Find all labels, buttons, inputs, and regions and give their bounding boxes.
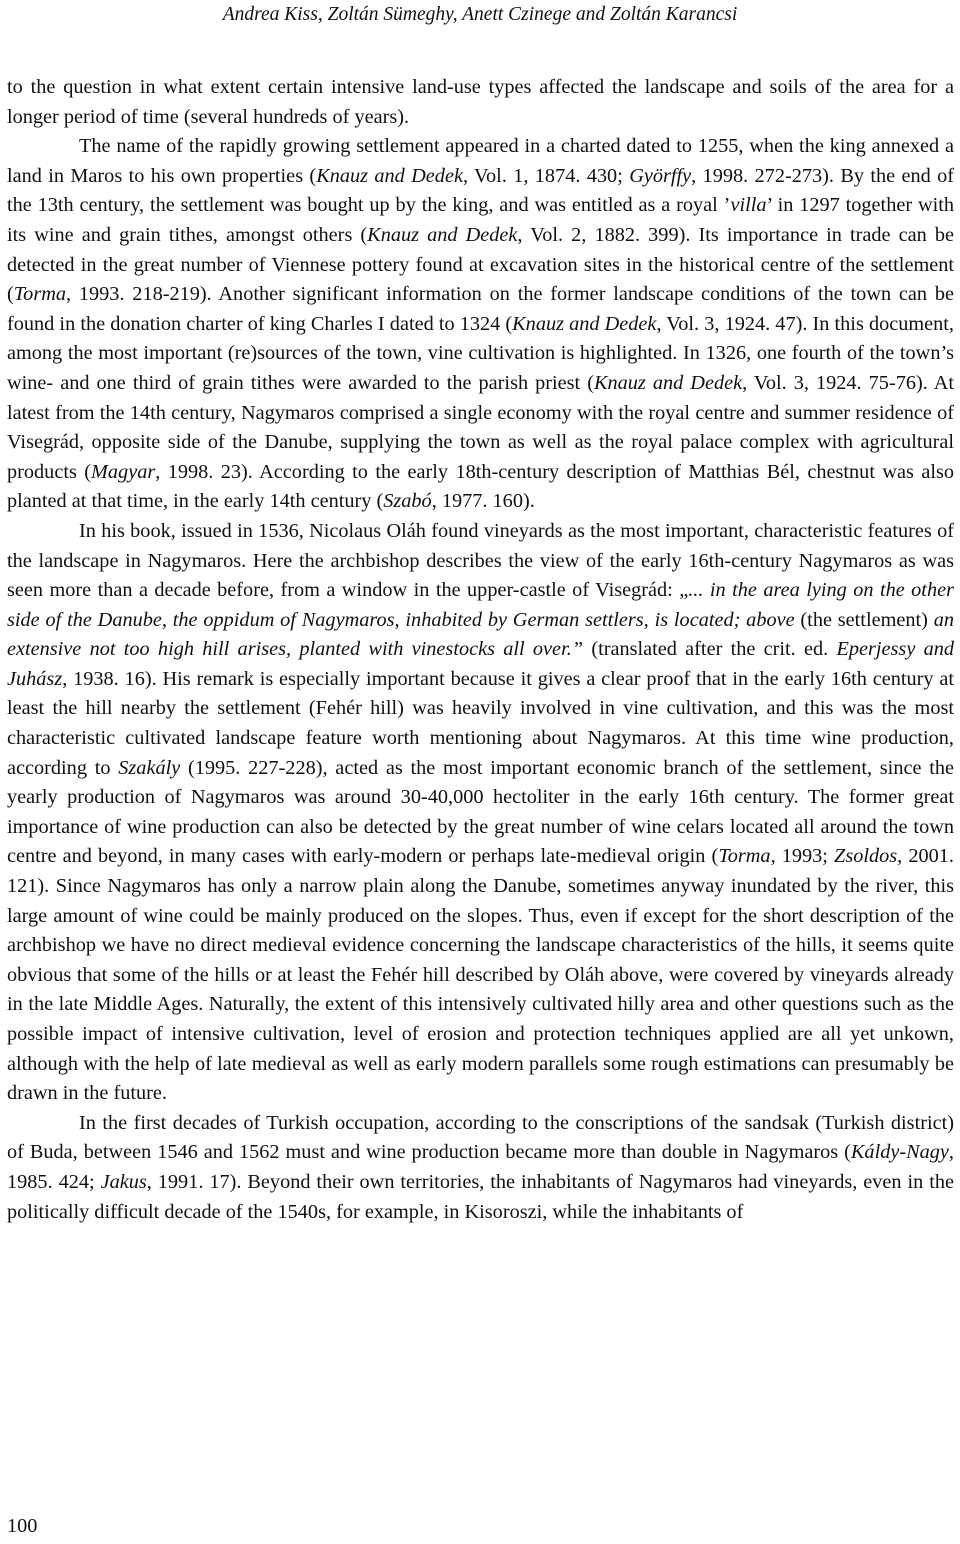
text-run: The name of the rapidly growing settlement appeared in a charted dated to 1255, when the king annexed a land in Maros to his own properties (	[7, 135, 954, 187]
text-run: , 1993;	[770, 845, 835, 868]
italic-citation-run: Györffy	[629, 164, 692, 187]
paragraph-olah-vineyards	[7, 517, 954, 1109]
text-run: , 1998. 23). According to the early 18th-century description of Matthias Bél, chestnut was also planted at that time, in the early 14th century (	[7, 460, 954, 513]
running-header: Andrea Kiss, Zoltán Sümeghy, Anett Czinege and Zoltán Karancsi	[222, 4, 738, 25]
italic-citation-run: Eperjessy and Juhász	[7, 638, 955, 690]
text-run: , Vol. 2, 1882. 399). Its importance in trade can be detected in the great number of Viennese pottery found at excavation sites in the historical centre of the settlement (	[7, 223, 954, 306]
text-run: , 2001. 121). Since Nagymaros has only a narrow plain along the Danube, sometimes anyway inundated by the river, this large amount of wine could be mainly produced on the slopes. Thus, even if except for the short description of the archbishop we have no direct medieval evidence concerning the landscape characteristics of the hills, it seems quite obvious that some of the hills or at least the Fehér hill described by Oláh above, were covered by vineyards already in the late Middle Ages. Naturally, the extent of this intensively cultivated hilly area and other questions such as the possible impact of intensive cultivation, level of erosion and protection techniques applied are all yet unkown, although with the help of late medieval as well as early modern parallels some rough estimations can presumably be drawn in the future.	[7, 845, 954, 1105]
text-run: , 1985. 424;	[7, 1141, 954, 1193]
text-run: to the question in what extent certain intensive land-use types affected the landscape and soils of the area for a longer period of time (several hundreds of years).	[7, 76, 954, 128]
paragraph-turkish-occupation	[7, 1109, 954, 1227]
paragraph-settlement-history	[7, 132, 954, 517]
text-run: , 1977. 160).	[431, 490, 535, 513]
text-run: , 1991. 17). Beyond their own territories, the inhabitants of Nagymaros had vineyards, even in the politically difficult decade of the 1540s, for example, in Kisoroszi, while the inhabitants of	[7, 1170, 954, 1223]
text-run: ’ in 1297 together with its wine and grain tithes, amongst others (	[7, 194, 955, 246]
text-run: In the first decades of Turkish occupation, according to the conscriptions of the sandsak (Turkish district) of Buda, between 1546 and 1562 must and wine production became more than double in Nagymaros (	[7, 1111, 954, 1164]
paragraph-continuation	[7, 73, 954, 132]
text-run: (translated after the crit. ed.	[583, 638, 837, 661]
italic-citation-run: Knauz and Dedek	[593, 371, 743, 394]
italic-citation-run: Káldy-Nagy	[850, 1141, 949, 1164]
italic-citation-run: Torma	[718, 845, 771, 868]
italic-citation-run: Torma	[13, 283, 67, 306]
italic-citation-run: Zsoldos	[834, 845, 898, 868]
text-run: , 1998. 272-273). By the end of the 13th century, the settlement was bought up by the king, and was entitled as a royal ’	[7, 164, 954, 217]
text-run: , 1993. 218-219). Another significant information on the former landscape conditions of the town can be found in the donation charter of king Charles I dated to 1324 (	[7, 283, 954, 335]
text-run: (the settlement)	[794, 608, 934, 631]
italic-citation-run: Knauz and Dedek	[512, 312, 657, 335]
text-run: , Vol. 3, 1924. 47). In this document, among the most important (re)sources of the town, vine cultivation is highlighted. In 1326, one fourth of the town’s wine- and one third of grain tithes were awarded to the parish priest (	[7, 312, 954, 394]
page-number: 100	[7, 1515, 38, 1537]
italic-citation-run: Knauz and Dedek	[367, 223, 518, 246]
text-run: (1995. 227-228), acted as the most important economic branch of the settlement, since the yearly production of Nagymaros was around 30-40,000 hectoliter in the early 16th century. The former great importance of wine production can also be detected by the great number of wine celars located all around the town centre and beyond, in many cases with early-modern or perhaps late-medieval origin (	[7, 756, 955, 868]
italic-citation-run: Knauz and Dedek	[316, 164, 463, 187]
text-run: , Vol. 1, 1874. 430;	[462, 164, 630, 187]
italic-citation-run: ... in the area lying on the other side of the Danube, the oppidum of Nagymaros, inhabited by German settlers, is located; above	[7, 579, 954, 631]
text-run: In his book, issued in 1536, Nicolaus Oláh found vineyards as the most important, characteristic features of the landscape in Nagymaros. Here the archbishop describes the view of the early 16th-century Nagymaros as was seen more than a decade before, from a window in the upper-castle of Visegrád: „	[7, 519, 954, 602]
italic-citation-run: Szabó	[383, 490, 432, 513]
text-run: , 1938. 16). His remark is especially important because it gives a clear proof that in the early 16th century at least the hill nearby the settlement (Fehér hill) was heavily involved in vine cultivation, and this was the most characteristic cultivated landscape feature worth mentioning about Nagymaros. At this time wine production, according to	[7, 667, 954, 779]
article-body	[7, 73, 954, 1227]
italic-citation-run: Magyar	[91, 460, 156, 483]
italic-citation-run: Jakus	[100, 1170, 147, 1193]
italic-citation-run: an extensive not too high hill arises, planted with vinestocks all over.”	[7, 608, 954, 661]
text-run: , Vol. 3, 1924. 75-76). At latest from the 14th century, Nagymaros comprised a single economy with the royal centre and summer residence of Visegrád, opposite side of the Danube, supplying the town as well as the royal palace complex with agricultural products (	[7, 371, 954, 483]
italic-citation-run: villa	[730, 194, 767, 217]
italic-citation-run: Szakály	[118, 756, 181, 779]
